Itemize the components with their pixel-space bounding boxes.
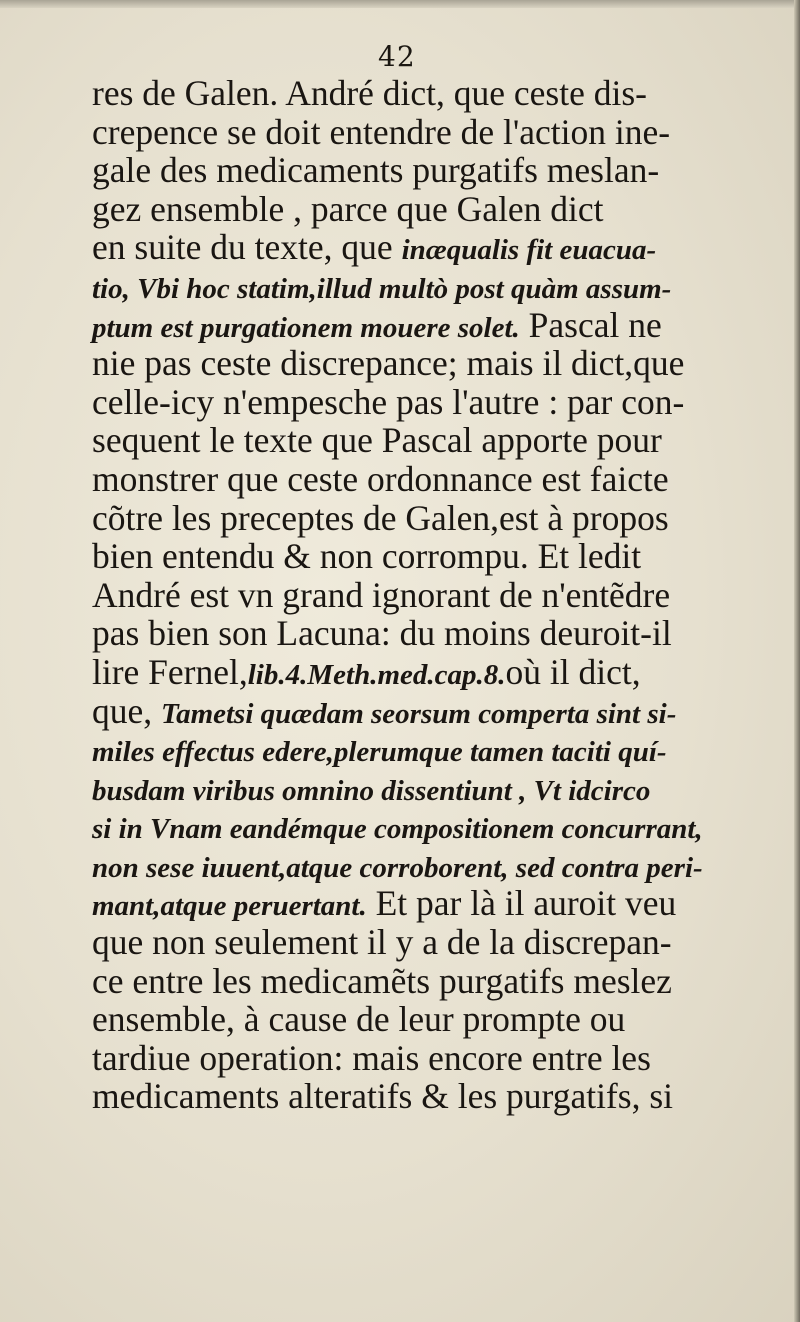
latin-quote-segment: non sese iuuent,atque corroborent, sed contra peri- <box>92 851 703 884</box>
text-segment: que, <box>92 690 162 731</box>
text-line <box>92 537 712 576</box>
text-body <box>92 74 712 1116</box>
page-number: 42 <box>378 40 416 73</box>
text-segment: celle-icy n'empesche pas l'autre : par con- <box>92 381 685 422</box>
latin-quote-segment: miles effectus edere,plerumque tamen taciti quí- <box>92 736 667 769</box>
text-segment: nie pas ceste discrepance; mais il dict,que <box>92 343 685 384</box>
text-line <box>92 499 712 538</box>
text-line <box>92 113 712 152</box>
text-segment: ce entre les medicamẽts purgatifs meslez <box>92 960 672 1001</box>
text-line <box>92 769 712 808</box>
text-line <box>92 306 712 345</box>
latin-quote-segment: si in Vnam eandémque compositionem concurrant, <box>92 813 703 846</box>
text-segment: lire Fernel, <box>92 651 248 692</box>
latin-quote-segment: lib.4.Meth.med.cap.8. <box>247 658 506 691</box>
text-segment: gale des medicaments purgatifs meslan- <box>92 150 660 191</box>
text-segment: tardiue operation: mais encore entre les <box>92 1037 651 1078</box>
latin-quote-segment: ptum est purgationem mouere solet. <box>92 311 520 344</box>
text-line <box>92 1000 712 1039</box>
text-line <box>92 190 712 229</box>
text-line <box>92 267 712 306</box>
text-line <box>92 614 712 653</box>
text-line <box>92 962 712 1001</box>
text-segment: pas bien son Lacuna: du moins deuroit-il <box>92 613 672 654</box>
text-segment: en suite du texte, que <box>92 227 402 268</box>
latin-quote-segment: tio, Vbi hoc statim,illud multò post quàm assum- <box>92 272 672 305</box>
latin-quote-segment: busdam viribus omnino dissentiunt , Vt idcirco <box>92 774 651 807</box>
text-line <box>92 228 712 267</box>
text-segment: Et par là il auroit veu <box>366 883 677 924</box>
text-line <box>92 1077 712 1116</box>
text-line <box>92 1039 712 1078</box>
text-line <box>92 884 712 923</box>
text-segment: bien entendu & non corrompu. Et ledit <box>92 536 642 577</box>
text-line <box>92 460 712 499</box>
text-segment: André est vn grand ignorant de n'entẽdre <box>92 574 671 615</box>
text-segment: monstrer que ceste ordonnance est faicte <box>92 458 669 499</box>
text-segment: ensemble, à cause de leur prompte ou <box>92 999 626 1040</box>
text-segment: Pascal ne <box>519 304 662 345</box>
text-line <box>92 807 712 846</box>
text-segment: crepence se doit entendre de l'action ine- <box>92 111 671 152</box>
text-line <box>92 74 712 113</box>
text-segment: sequent le texte que Pascal apporte pour <box>92 420 662 461</box>
text-line <box>92 692 712 731</box>
page-right-edge <box>794 0 800 1322</box>
text-line <box>92 923 712 962</box>
latin-quote-segment: Tametsi quædam seorsum comperta sint si- <box>161 697 677 730</box>
text-line <box>92 383 712 422</box>
text-segment: où il dict, <box>505 651 641 692</box>
text-line <box>92 576 712 615</box>
text-line <box>92 846 712 885</box>
text-segment: medicaments alteratifs & les purgatifs, si <box>92 1076 674 1117</box>
page-top-edge <box>0 0 800 8</box>
text-segment: gez ensemble , parce que Galen dict <box>92 188 604 229</box>
text-line <box>92 421 712 460</box>
text-segment: cõtre les preceptes de Galen,est à propos <box>92 497 669 538</box>
text-segment: que non seulement il y a de la discrepan- <box>92 922 672 963</box>
text-line <box>92 730 712 769</box>
text-line <box>92 344 712 383</box>
latin-quote-segment: mant,atque peruertant. <box>92 890 367 923</box>
text-line <box>92 151 712 190</box>
text-line <box>92 653 712 692</box>
latin-quote-segment: inæqualis fit euacua- <box>401 234 657 267</box>
text-segment: res de Galen. André dict, que ceste dis- <box>92 73 647 113</box>
